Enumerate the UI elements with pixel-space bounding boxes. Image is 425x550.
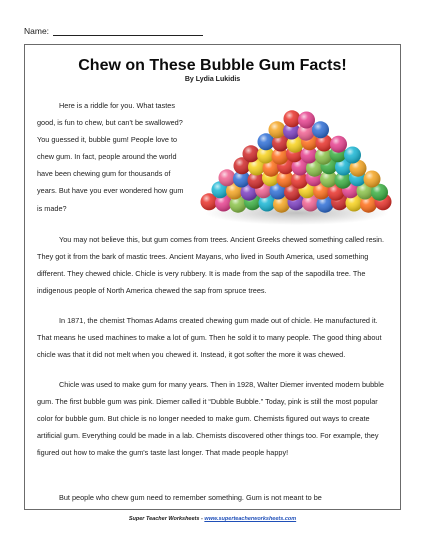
gumball-shine (243, 145, 260, 162)
paragraph-5: But people who chew gum need to remember something. Gum is not meant to be (59, 493, 322, 502)
name-blank-line (53, 27, 203, 36)
gumballs-image (197, 103, 397, 227)
gumball-shine (330, 136, 347, 153)
gumball-shine (344, 147, 361, 164)
footer (0, 516, 425, 522)
gumball-shine (312, 121, 329, 138)
name-field (24, 26, 203, 36)
footer-separator: - (199, 516, 205, 522)
gumball-shine (298, 112, 315, 129)
footer-brand: Super Teacher Worksheets (128, 516, 200, 522)
paragraph-4: Chicle was used to make gum for many years. Then in 1928, Walter Diemer invented modern bubble gum. The first bubble gum was pink. Diemer called it “Dubble Bubble.” Today, pink is still the most popular color for bubble gum. But chicle is no longer needed to make gum. Chemists figured out ways to create artificial gum. Everything could be made in a lab. Chemists discovered other things too. For example, they figured out how to make the gum's taste last longer. That made people happy! (37, 380, 384, 458)
gumball-shine (269, 121, 286, 138)
article-author: By Lydia Lukidis (184, 76, 241, 83)
paragraph-3: In 1871, the chemist Thomas Adams created chewing gum made out of chicle. He manufactured it. That means he used machines to make a lot of gum. Then he sold it to many people. The good thing about chicle was that it did not melt when you chewed it. Instead, it got softer the more it was chewed. (37, 316, 382, 360)
footer-link[interactable]: www.superteacherworksheets.com (204, 516, 297, 522)
article-title: Chew on These Bubble Gum Facts! (78, 57, 347, 74)
paragraph-2: You may not believe this, but gum comes from trees. Ancient Greeks chewed something called resin. They got it from the bark of mastic trees. Ancient Mayans, who lived in South America, used something different. They chewed chicle. Chicle is very rubbery. It is made from the sap of the sapodilla tree. The indigenous people of North America chewed the sap from spruce trees. (37, 235, 385, 296)
gumball-shine (364, 171, 381, 188)
paragraph-1: Here is a riddle for you. What tastes good, is fun to chew, but can't be swallowed? You guessed it, bubble gum! People love to chew gum. In fact, people around the world have been chewing gum for thousands of years. But have you ever wondered how gum is made? (37, 101, 184, 213)
name-label: Name: (24, 26, 50, 36)
gumball-shine (284, 110, 301, 127)
gumball-shine (219, 169, 236, 186)
article-frame (24, 44, 401, 510)
